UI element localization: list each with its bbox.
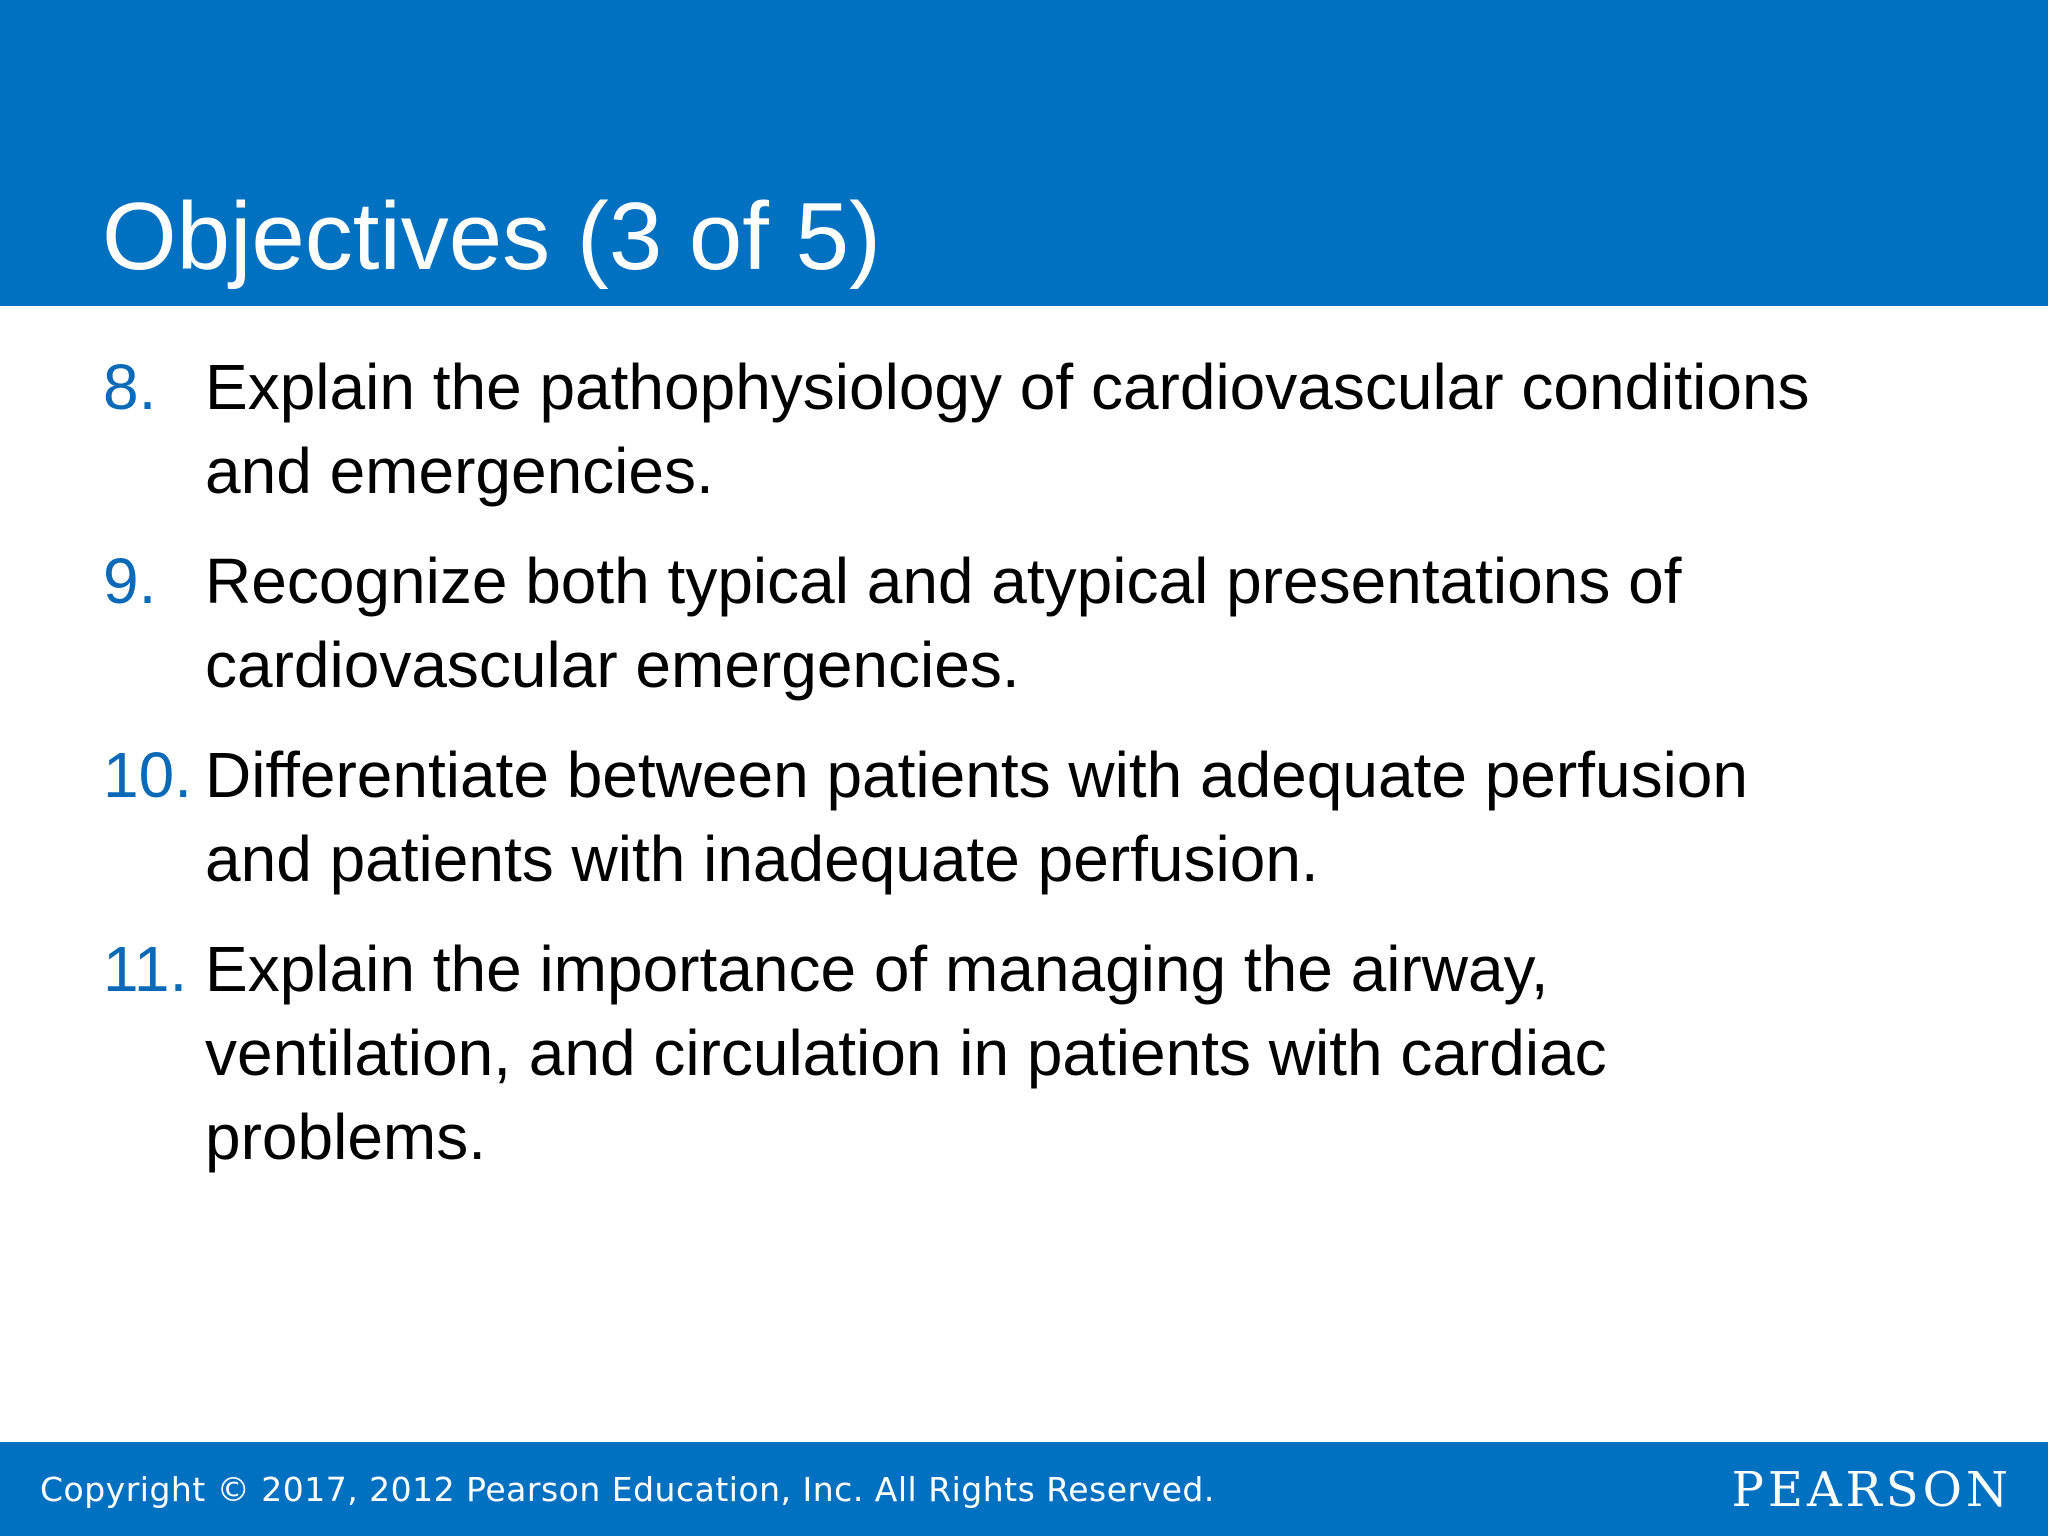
objective-item [0,345,2048,513]
footer-bar [0,1442,2048,1536]
objective-text: Differentiate between patients with adequate perfusion and patients with inadequate perfusion. [205,739,1748,895]
pearson-logo: PEARSON [1731,1462,2012,1518]
objectives-list [0,345,2048,1205]
objective-number: 9. [103,545,157,617]
objective-item [0,733,2048,901]
objective-text: Recognize both typical and atypical presentations of cardiovascular emergencies. [205,545,1682,701]
objective-number: 11. [103,933,188,1005]
objective-number: 10. [103,739,192,811]
title-band [0,0,2048,306]
objective-text: Explain the pathophysiology of cardiovascular conditions and emergencies. [205,351,1810,507]
objective-item [0,927,2048,1179]
objective-item [0,539,2048,707]
objective-text: Explain the importance of managing the airway, ventilation, and circulation in patients with cardiac problems. [205,933,1607,1173]
slide-title: Objectives (3 of 5) [102,183,881,290]
objective-number: 8. [103,351,157,423]
copyright-notice: Copyright © 2017, 2012 Pearson Education, Inc. All Rights Reserved. [40,1470,1215,1509]
